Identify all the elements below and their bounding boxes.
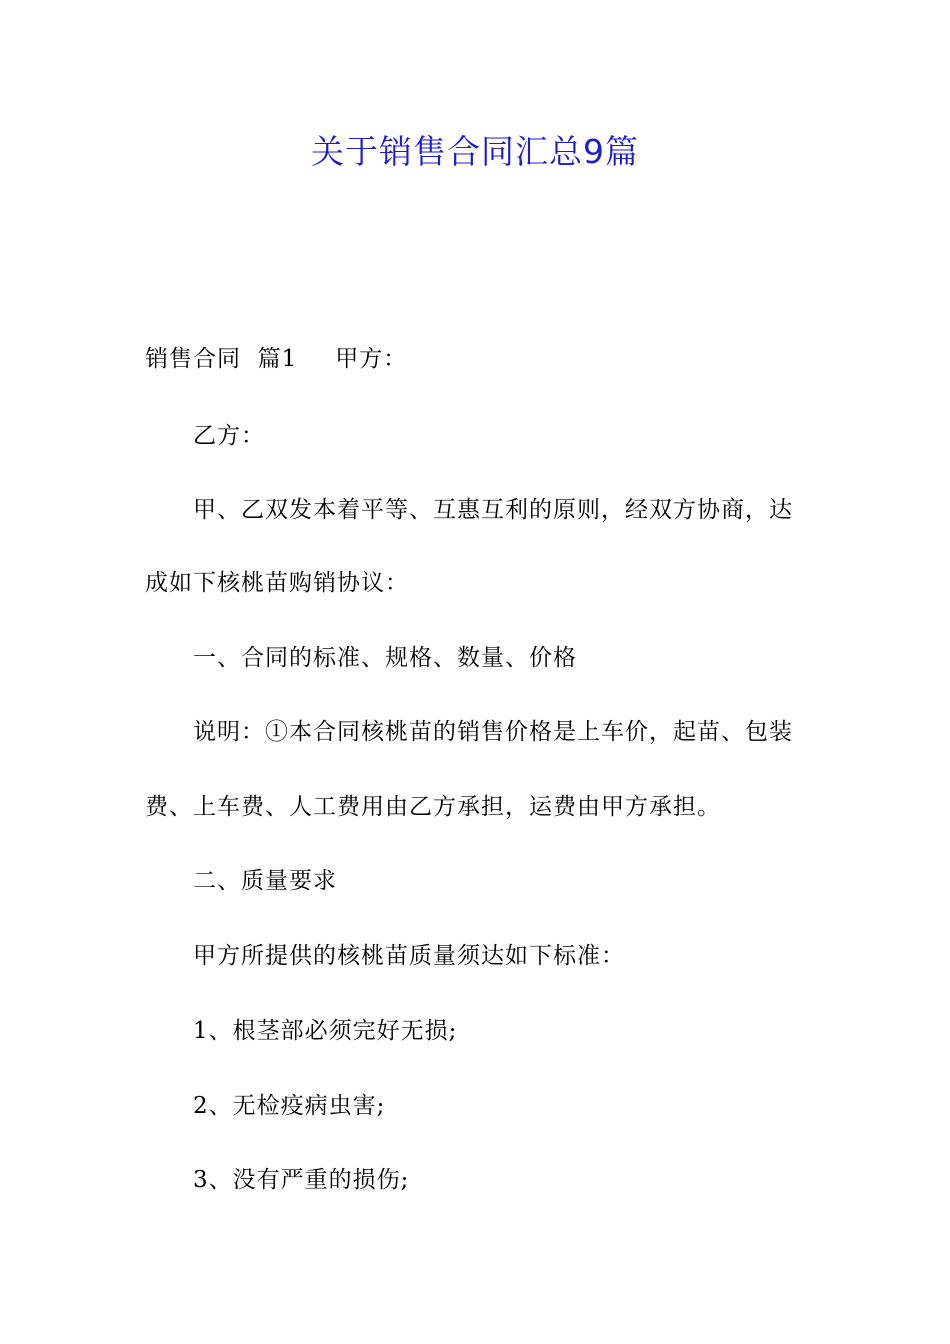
note-line1: 说明：①本合同核桃苗的销售价格是上车价，起苗、包装 — [193, 719, 793, 745]
list-item: 2、无检疫病虫害; — [193, 1093, 386, 1119]
party-b-label: 乙方： — [193, 423, 265, 449]
contract-heading-line — [145, 343, 825, 375]
list-item: 1、根茎部必须完好无损; — [193, 1018, 458, 1044]
paragraph-intro-line2: 成如下核桃苗购销协议： — [145, 570, 409, 596]
document-title: 关于销售合同汇总9篇 — [311, 132, 639, 171]
contract-heading: 销售合同 篇1 — [145, 346, 298, 372]
note-line2: 费、上车费、人工费用由乙方承担，运费由甲方承担。 — [145, 794, 721, 820]
paragraph-intro-line1: 甲、乙双发本着平等、互惠互利的原则，经双方协商，达 — [193, 497, 793, 523]
section-heading-1: 一、合同的标准、规格、数量、价格 — [193, 645, 577, 671]
party-a-label: 甲方： — [335, 346, 408, 372]
section-heading-2: 二、质量要求 — [193, 868, 337, 894]
quality-intro: 甲方所提供的核桃苗质量须达如下标准： — [193, 943, 625, 969]
list-item: 3、没有严重的损伤; — [193, 1167, 410, 1193]
